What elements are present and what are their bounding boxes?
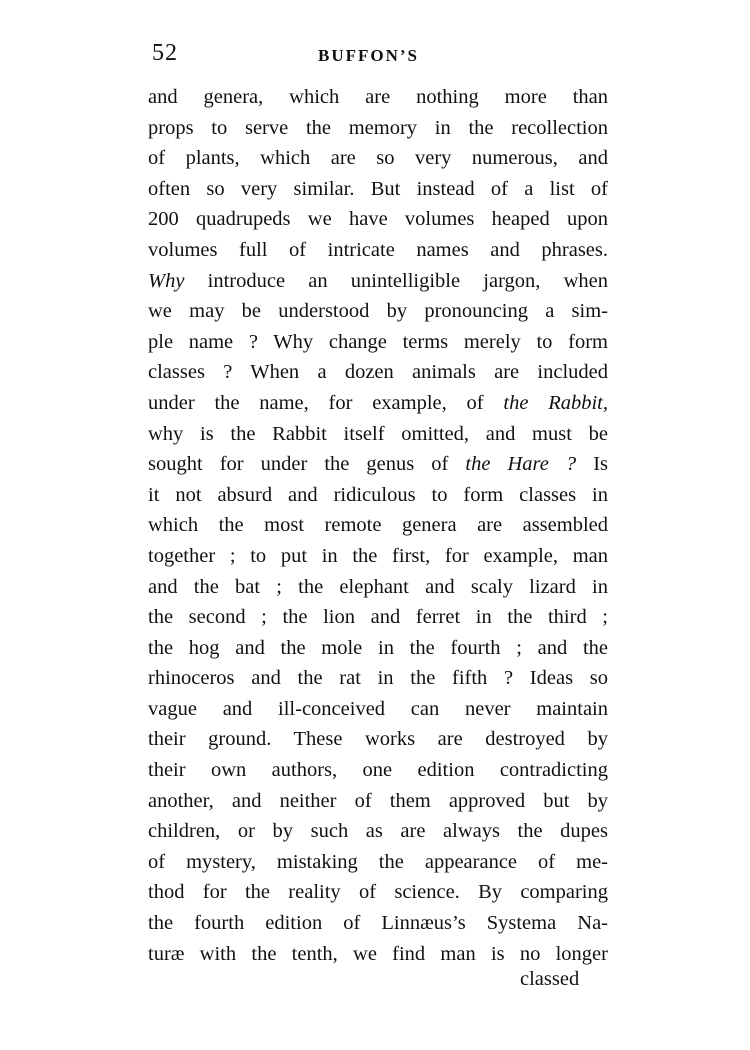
text-line: vague and ill-conceived can never maintain <box>148 697 608 720</box>
text-segment: introduce an unintelligible jargon, when <box>184 269 608 292</box>
text-line: the hog and the mole in the fourth ; and the <box>148 636 608 659</box>
text-line <box>148 388 608 419</box>
catchword: classed <box>520 968 580 990</box>
text-line: and the bat ; the elephant and scaly lizard in <box>148 575 608 598</box>
text-line: ple name ? Why change terms merely to form <box>148 330 608 353</box>
page-number: 52 <box>152 40 178 66</box>
italic-word: Why <box>148 269 185 292</box>
text-line: together ; to put in the first, for example, man <box>148 544 608 567</box>
text-line: why is the Rabbit itself omitted, and must be <box>148 422 608 445</box>
text-line <box>148 449 608 480</box>
text-line: often so very similar. But instead of a list of <box>148 177 608 200</box>
italic-phrase: the Hare ? <box>465 453 577 476</box>
text-line: we may be understood by pronouncing a sim- <box>148 300 608 323</box>
text-line: of mystery, mistaking the appearance of me- <box>148 850 608 873</box>
page-header <box>150 40 610 74</box>
text-segment: under the name, for example, of <box>148 391 504 414</box>
text-line <box>148 266 608 297</box>
text-line: the second ; the lion and ferret in the third ; <box>148 606 608 629</box>
text-line: their own authors, one edition contradicting <box>148 759 608 782</box>
text-line: which the most remote genera are assembled <box>148 514 608 537</box>
text-line: children, or by such as are always the dupes <box>148 820 608 843</box>
text-line: another, and neither of them approved but by <box>148 789 608 812</box>
running-head: BUFFON’S <box>318 46 419 65</box>
text-line: of plants, which are so very numerous, and <box>148 147 608 170</box>
text-line: 200 quadrupeds we have volumes heaped upon <box>148 208 608 231</box>
text-line: props to serve the memory in the recollection <box>148 116 608 139</box>
text-line: the fourth edition of Linnæus’s Systema Na- <box>148 912 608 935</box>
text-line: volumes full of intricate names and phrases. <box>148 238 608 261</box>
text-line: rhinoceros and the rat in the fifth ? Ideas so <box>148 667 608 690</box>
text-segment: Is <box>576 453 608 476</box>
text-line: classes ? When a dozen animals are included <box>148 361 608 384</box>
text-line: turæ with the tenth, we find man is no longer <box>148 942 608 965</box>
italic-phrase: the Rabbit, <box>503 391 608 414</box>
text-line: and genera, which are nothing more than <box>148 86 608 108</box>
text-line: their ground. These works are destroyed by <box>148 728 608 751</box>
body-text <box>148 82 608 969</box>
text-line: it not absurd and ridiculous to form classes in <box>148 483 608 506</box>
text-line: thod for the reality of science. By comparing <box>148 881 608 904</box>
text-segment: sought for under the genus of <box>148 453 466 476</box>
